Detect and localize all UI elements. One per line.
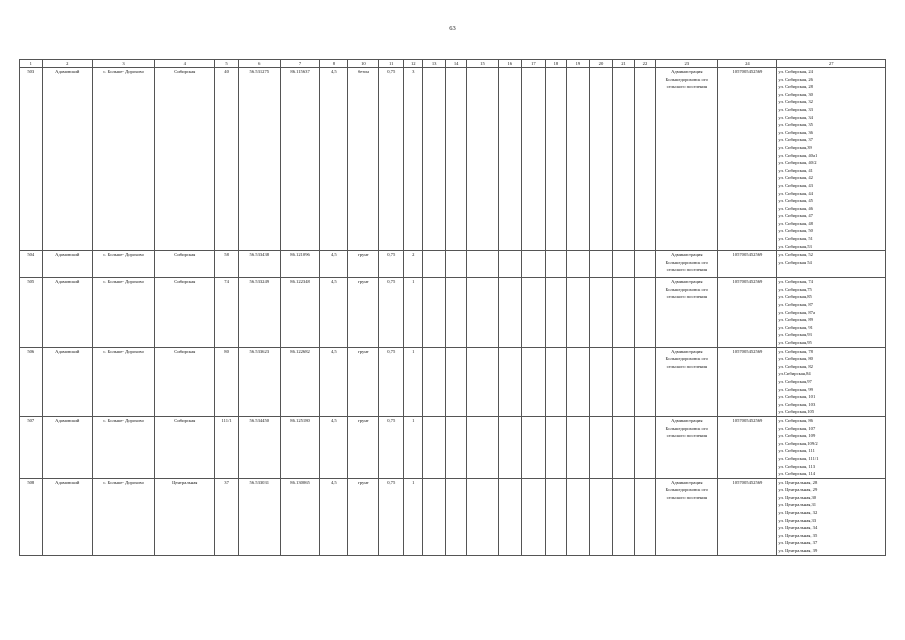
empty-cell-14 — [445, 347, 466, 416]
address-line: ул. Сибирская, 80 — [778, 356, 813, 362]
address-line: ул. Центральная, 28 — [778, 479, 818, 485]
empty-cell-13 — [423, 478, 446, 555]
address-line: ул. Сибирская, 46 — [778, 205, 813, 211]
cell-col-8: 4,5 — [320, 347, 348, 416]
address-line: ул. Сибирская, 51 — [778, 236, 813, 242]
cell-col-6: 56.531275 — [238, 68, 280, 251]
address-line: ул. Центральная, 35 — [778, 532, 818, 538]
empty-cell-16 — [498, 278, 522, 347]
column-number-row — [20, 60, 886, 68]
cell-col-1: 504 — [20, 251, 43, 278]
empty-cell-22 — [634, 347, 655, 416]
column-number-15: 15 — [467, 60, 498, 68]
empty-cell-17 — [522, 478, 546, 555]
cell-col-10: бетон — [348, 68, 379, 251]
empty-cell-16 — [498, 251, 522, 278]
column-number-1: 1 — [20, 60, 43, 68]
cell-col-5: 74 — [215, 278, 239, 347]
cell-col-2: Адамовский — [42, 347, 92, 416]
address-line: ул. Сибирская, 43 — [778, 182, 813, 188]
address-line: ул. Сибирская, 48 — [778, 220, 813, 226]
cell-col-1: 505 — [20, 278, 43, 347]
empty-cell-17 — [522, 251, 546, 278]
address-line: ул. Сибирская, 47 — [778, 213, 813, 219]
empty-cell-20 — [589, 347, 613, 416]
table-row — [20, 251, 886, 278]
address-line: ул. Сибирская, 111 — [778, 448, 815, 454]
column-number-4: 4 — [155, 60, 215, 68]
empty-cell-22 — [634, 68, 655, 251]
column-number-18: 18 — [545, 60, 566, 68]
cell-col-6: 56.533249 — [238, 278, 280, 347]
empty-cell-16 — [498, 68, 522, 251]
cell-col-2: Адамовский — [42, 68, 92, 251]
cell-col-10: грунт — [348, 347, 379, 416]
address-line: ул. Сибирская, 114 — [778, 471, 816, 477]
column-number-21: 21 — [613, 60, 634, 68]
empty-cell-20 — [589, 278, 613, 347]
table-row — [20, 278, 886, 347]
address-line: ул. Сибирская, 101 — [778, 394, 816, 400]
address-line: ул.Сибирская,84 — [778, 371, 811, 377]
empty-cell-13 — [423, 251, 446, 278]
address-line: ул. Сибирская, 26 — [778, 76, 813, 82]
cell-col-8: 4,5 — [320, 68, 348, 251]
cell-col-8: 4,5 — [320, 416, 348, 478]
cell-col-1: 507 — [20, 416, 43, 478]
address-line: ул. Сибирская, 103 — [778, 401, 816, 407]
address-line: ул. Центральная, 39 — [778, 548, 818, 554]
empty-cell-20 — [589, 416, 613, 478]
column-number-10: 10 — [348, 60, 379, 68]
address-line: ул. Сибирская, 78 — [778, 348, 813, 354]
address-line: ул. Сибирская, 86 — [778, 417, 813, 423]
address-line: ул. Сибирская, 32 — [778, 99, 813, 105]
table-row — [20, 347, 886, 416]
column-number-22: 22 — [634, 60, 655, 68]
cell-col-12: 1 — [404, 416, 423, 478]
cell-col-24: 1057005452569 — [718, 251, 777, 278]
cell-col-11: 0,75 — [379, 478, 404, 555]
cell-col-6: 56.533031 — [238, 478, 280, 555]
empty-cell-21 — [613, 478, 634, 555]
empty-cell-15 — [467, 68, 498, 251]
cell-col-6: 56.534450 — [238, 416, 280, 478]
cell-col-2: Адамовский — [42, 278, 92, 347]
empty-cell-14 — [445, 478, 466, 555]
address-line: ул. Сибирская, 40/2 — [778, 160, 817, 166]
empty-cell-22 — [634, 478, 655, 555]
cell-col-23: Администрация Большедороховск ого сельского поселения — [656, 478, 718, 555]
address-line: ул. Центральная, 37 — [778, 540, 818, 546]
empty-cell-18 — [545, 278, 566, 347]
cell-col-7: 86.122348 — [280, 278, 320, 347]
empty-cell-17 — [522, 416, 546, 478]
table-row — [20, 478, 886, 555]
empty-cell-18 — [545, 478, 566, 555]
served-addresses — [777, 251, 886, 278]
cell-col-12: 2 — [404, 251, 423, 278]
empty-cell-16 — [498, 478, 522, 555]
cell-col-11: 0,75 — [379, 278, 404, 347]
cell-col-11: 0,75 — [379, 347, 404, 416]
served-addresses — [777, 416, 886, 478]
column-number-6: 6 — [238, 60, 280, 68]
empty-cell-19 — [567, 478, 590, 555]
cell-col-2: Адамовский — [42, 251, 92, 278]
empty-cell-17 — [522, 68, 546, 251]
cell-col-23: Администрация Большедороховск ого сельского поселения — [656, 416, 718, 478]
cell-col-1: 506 — [20, 347, 43, 416]
cell-col-4: Центральная — [155, 478, 215, 555]
cell-col-6: 56.533438 — [238, 251, 280, 278]
cell-col-3: с. Больше- Дорохово — [92, 347, 154, 416]
address-line: ул. Сибирская, 45 — [778, 198, 813, 204]
address-line: ул. Центральная, 29 — [778, 487, 818, 493]
cell-col-11: 0,75 — [379, 68, 404, 251]
address-line: ул. Сибирская, 52 — [778, 252, 813, 258]
empty-cell-21 — [613, 68, 634, 251]
empty-cell-17 — [522, 278, 546, 347]
address-line: ул. Сибирская,93 — [778, 332, 812, 338]
cell-col-7: 86.130065 — [280, 478, 320, 555]
address-line: ул. Сибирская, 107 — [778, 425, 816, 431]
empty-cell-19 — [567, 251, 590, 278]
cell-col-10: грунт — [348, 278, 379, 347]
cell-col-5: 58 — [215, 251, 239, 278]
address-line: ул. Сибирская, 30 — [778, 91, 813, 97]
empty-cell-14 — [445, 68, 466, 251]
cell-col-8: 4,5 — [320, 278, 348, 347]
served-addresses — [777, 478, 886, 555]
table-row — [20, 416, 886, 478]
column-number-3: 3 — [92, 60, 154, 68]
cell-col-24: 1057005452569 — [718, 478, 777, 555]
cell-col-7: 86.125180 — [280, 416, 320, 478]
empty-cell-13 — [423, 347, 446, 416]
address-line: ул. Сибирская, 44 — [778, 190, 813, 196]
cell-col-11: 0,75 — [379, 251, 404, 278]
cell-col-10: грунт — [348, 416, 379, 478]
empty-cell-21 — [613, 347, 634, 416]
column-number-27: 27 — [777, 60, 886, 68]
address-line: ул. Сибирская, 24 — [778, 69, 813, 74]
empty-cell-18 — [545, 251, 566, 278]
address-line: ул. Сибирская, 87а — [778, 309, 816, 315]
cell-col-3: с. Больше- Дорохово — [92, 478, 154, 555]
cell-col-5: 40 — [215, 68, 239, 251]
empty-cell-15 — [467, 278, 498, 347]
empty-cell-13 — [423, 68, 446, 251]
address-line: ул. Сибирская, 41 — [778, 167, 813, 173]
cell-col-2: Адамовский — [42, 416, 92, 478]
table-row — [20, 68, 886, 251]
cell-col-7: 86.115637 — [280, 68, 320, 251]
address-line: ул. Сибирская,95 — [778, 340, 812, 345]
column-number-23: 23 — [656, 60, 718, 68]
cell-col-3: с. Больше- Дорохово — [92, 278, 154, 347]
address-line: ул. Сибирская 54 — [778, 259, 812, 265]
cell-col-3: с. Больше- Дорохово — [92, 416, 154, 478]
column-number-2: 2 — [42, 60, 92, 68]
address-line: ул. Сибирская, 74 — [778, 279, 813, 285]
empty-cell-17 — [522, 347, 546, 416]
cell-col-1: 503 — [20, 68, 43, 251]
cell-col-23: Администрация Большедороховск ого сельского поселения — [656, 278, 718, 347]
cell-col-2: Адамовский — [42, 478, 92, 555]
address-line: ул. Сибирская,53 — [778, 243, 812, 249]
empty-cell-18 — [545, 347, 566, 416]
cell-col-12: 1 — [404, 347, 423, 416]
empty-cell-14 — [445, 416, 466, 478]
address-line: ул. Сибирская,75 — [778, 286, 812, 292]
address-line: ул. Центральная, 34 — [778, 525, 818, 531]
cell-col-4: Сибирская — [155, 278, 215, 347]
empty-cell-19 — [567, 278, 590, 347]
cell-col-4: Сибирская — [155, 347, 215, 416]
cell-col-12: 1 — [404, 278, 423, 347]
empty-cell-22 — [634, 251, 655, 278]
cell-col-24: 1057005452569 — [718, 416, 777, 478]
empty-cell-19 — [567, 68, 590, 251]
cell-col-10: грунт — [348, 478, 379, 555]
cell-col-3: с. Больше- Дорохово — [92, 68, 154, 251]
address-line: ул. Сибирская, 113 — [778, 463, 816, 469]
address-line: ул. Сибирская, 33 — [778, 106, 813, 112]
empty-cell-16 — [498, 416, 522, 478]
address-line: ул. Сибирская,109/2 — [778, 440, 818, 446]
served-addresses — [777, 278, 886, 347]
cell-col-5: 111/1 — [215, 416, 239, 478]
address-line: ул. Сибирская,85 — [778, 294, 812, 300]
column-number-20: 20 — [589, 60, 613, 68]
empty-cell-18 — [545, 68, 566, 251]
empty-cell-15 — [467, 478, 498, 555]
address-line: ул. Сибирская, 35 — [778, 122, 813, 128]
cell-col-3: с. Больше- Дорохово — [92, 251, 154, 278]
cell-col-24: 1057005452569 — [718, 68, 777, 251]
cell-col-6: 56.533623 — [238, 347, 280, 416]
empty-cell-14 — [445, 278, 466, 347]
address-line: ул. Сибирская, 34 — [778, 114, 813, 120]
cell-col-4: Сибирская — [155, 416, 215, 478]
column-number-5: 5 — [215, 60, 239, 68]
address-line: ул. Центральная,33 — [778, 517, 817, 523]
column-number-11: 11 — [379, 60, 404, 68]
address-line: ул. Сибирская, 50 — [778, 228, 813, 234]
cell-col-10: грунт — [348, 251, 379, 278]
empty-cell-21 — [613, 278, 634, 347]
cell-col-23: Администрация Большедороховск ого сельского поселения — [656, 68, 718, 251]
address-line: ул. Сибирская,39 — [778, 144, 812, 150]
empty-cell-15 — [467, 251, 498, 278]
cell-col-5: 80 — [215, 347, 239, 416]
address-line: ул. Сибирская, 87 — [778, 302, 813, 308]
column-number-16: 16 — [498, 60, 522, 68]
registry-table — [19, 59, 886, 556]
empty-cell-15 — [467, 347, 498, 416]
empty-cell-18 — [545, 416, 566, 478]
empty-cell-21 — [613, 416, 634, 478]
empty-cell-20 — [589, 68, 613, 251]
empty-cell-19 — [567, 416, 590, 478]
column-number-7: 7 — [280, 60, 320, 68]
address-line: ул. Сибирская,105 — [778, 409, 815, 415]
column-number-24: 24 — [718, 60, 777, 68]
column-number-12: 12 — [404, 60, 423, 68]
empty-cell-13 — [423, 416, 446, 478]
cell-col-4: Сибирская — [155, 68, 215, 251]
column-number-17: 17 — [522, 60, 546, 68]
cell-col-24: 1057005452569 — [718, 347, 777, 416]
cell-col-4: Сибирская — [155, 251, 215, 278]
address-line: ул. Центральная,30 — [778, 494, 817, 500]
address-line: ул. Центральная, 32 — [778, 510, 818, 516]
cell-col-7: 86.121096 — [280, 251, 320, 278]
address-line: ул. Сибирская, 82 — [778, 363, 813, 369]
address-line: ул. Сибирская, 109 — [778, 433, 816, 439]
empty-cell-14 — [445, 251, 466, 278]
address-line: ул. Сибирская, 91 — [778, 324, 813, 330]
column-number-8: 8 — [320, 60, 348, 68]
empty-cell-20 — [589, 251, 613, 278]
empty-cell-15 — [467, 416, 498, 478]
cell-col-12: 3 — [404, 68, 423, 251]
address-line: ул. Сибирская, 40а1 — [778, 152, 818, 158]
cell-col-23: Администрация Большедороховск ого сельского поселения — [656, 347, 718, 416]
empty-cell-19 — [567, 347, 590, 416]
column-number-14: 14 — [445, 60, 466, 68]
column-number-19: 19 — [567, 60, 590, 68]
cell-col-12: 1 — [404, 478, 423, 555]
address-line: ул. Сибирская, 89 — [778, 317, 813, 323]
address-line: ул. Сибирская, 37 — [778, 137, 813, 143]
served-addresses — [777, 347, 886, 416]
column-number-13: 13 — [423, 60, 446, 68]
empty-cell-22 — [634, 278, 655, 347]
empty-cell-20 — [589, 478, 613, 555]
empty-cell-16 — [498, 347, 522, 416]
cell-col-8: 4,5 — [320, 478, 348, 555]
cell-col-24: 1057005452569 — [718, 278, 777, 347]
address-line: ул. Центральная,31 — [778, 502, 817, 508]
page-number: 63 — [449, 25, 456, 32]
cell-col-1: 508 — [20, 478, 43, 555]
cell-col-8: 4,5 — [320, 251, 348, 278]
cell-col-5: 37 — [215, 478, 239, 555]
cell-col-7: 86.122682 — [280, 347, 320, 416]
served-addresses — [777, 68, 886, 251]
empty-cell-22 — [634, 416, 655, 478]
address-line: ул. Сибирская,97 — [778, 378, 812, 384]
empty-cell-13 — [423, 278, 446, 347]
address-line: ул. Сибирская, 36 — [778, 129, 813, 135]
cell-col-23: Администрация Большедороховск ого сельского поселения — [656, 251, 718, 278]
address-line: ул. Сибирская, 28 — [778, 84, 813, 90]
address-line: ул. Сибирская, 99 — [778, 386, 813, 392]
address-line: ул. Сибирская, 111/1 — [778, 455, 819, 461]
empty-cell-21 — [613, 251, 634, 278]
cell-col-11: 0,75 — [379, 416, 404, 478]
address-line: ул. Сибирская, 42 — [778, 175, 813, 181]
